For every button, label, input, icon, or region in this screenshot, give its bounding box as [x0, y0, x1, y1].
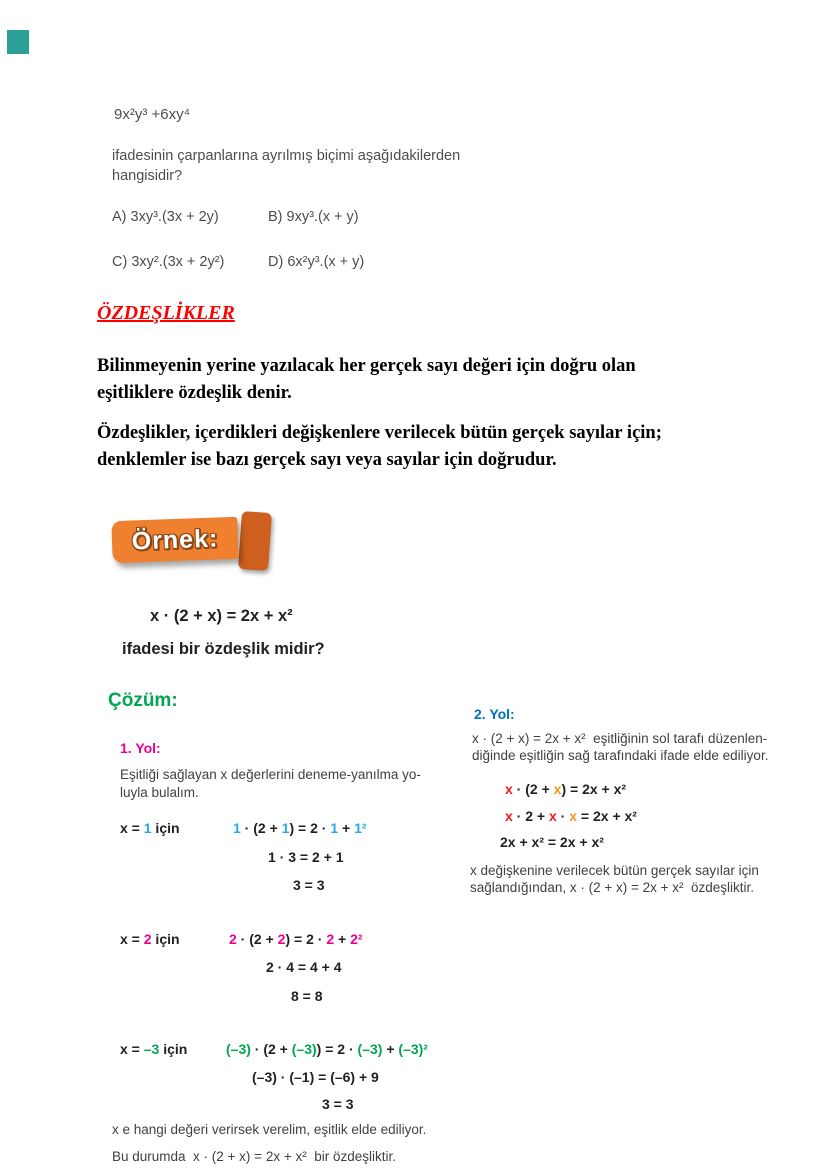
- question-prompt-line2: hangisidir?: [112, 168, 183, 184]
- option-c: C) 3xy².(3x + 2y²): [112, 254, 225, 270]
- question-expression: 9x²y³ +6xy⁴: [114, 106, 191, 123]
- case1-label: x = 1 için: [120, 820, 180, 836]
- case3-label: x = –3 için: [120, 1041, 188, 1057]
- section-para2-line1: Özdeşlikler, içerdikleri değişkenlere verilecek bütün gerçek sayılar için;: [97, 423, 662, 443]
- method1-intro-line2: luyla bulalım.: [120, 785, 199, 800]
- method2-intro-line1: x · (2 + x) = 2x + x² eşitliğinin sol tarafı düzenlen-: [472, 731, 768, 746]
- option-b: B) 9xy³.(x + y): [268, 209, 359, 225]
- case2-step2: 2 · 4 = 4 + 4: [266, 959, 342, 975]
- badge-ribbon-body: [111, 517, 238, 563]
- method2-closing-line2: sağlandığından, x · (2 + x) = 2x + x² özdeşliktir.: [470, 880, 755, 895]
- method2-intro-line2: diğinde eşitliğin sağ tarafındaki ifade elde ediliyor.: [472, 748, 769, 763]
- option-d: D) 6x²y³.(x + y): [268, 254, 365, 270]
- method2-label: 2. Yol:: [474, 706, 515, 722]
- case3-equation: (–3) · (2 + (–3)) = 2 · (–3) + (–3)²: [226, 1041, 428, 1057]
- section-para1-line2: eşitliklere özdeşlik denir.: [97, 383, 292, 403]
- section-title: ÖZDEŞLİKLER: [97, 302, 235, 324]
- section-para1-line1: Bilinmeyenin yerine yazılacak her gerçek sayı değeri için doğru olan: [97, 356, 636, 376]
- method2-eq2: x · 2 + x · x = 2x + x²: [505, 808, 637, 824]
- method1-intro-line1: Eşitliği sağlayan x değerlerini deneme-yanılma yo-: [120, 767, 421, 782]
- case2-equation: 2 · (2 + 2) = 2 · 2 + 2²: [229, 931, 363, 947]
- corner-decoration: [7, 30, 29, 54]
- method1-footer-line2: Bu durumda x · (2 + x) = 2x + x² bir özdeşliktir.: [112, 1149, 396, 1164]
- case3-step3: 3 = 3: [322, 1096, 354, 1112]
- example-equation: x · (2 + x) = 2x + x²: [150, 607, 293, 625]
- example-question: ifadesi bir özdeşlik midir?: [122, 640, 325, 658]
- question-prompt-line1: ifadesinin çarpanlarına ayrılmış biçimi aşağıdakilerden: [112, 148, 461, 164]
- case2-label: x = 2 için: [120, 931, 180, 947]
- option-a: A) 3xy³.(3x + 2y): [112, 209, 219, 225]
- case1-step3: 3 = 3: [293, 877, 325, 893]
- case3-step2: (–3) · (–1) = (–6) + 9: [252, 1069, 379, 1085]
- badge-label: Örnek:: [131, 523, 219, 556]
- method2-eq1: x · (2 + x) = 2x + x²: [505, 781, 627, 797]
- method1-footer-line1: x e hangi değeri verirsek verelim, eşitlik elde ediliyor.: [112, 1122, 427, 1137]
- solution-label: Çözüm:: [108, 690, 178, 711]
- case2-step3: 8 = 8: [291, 988, 323, 1004]
- case1-step2: 1 · 3 = 2 + 1: [268, 849, 344, 865]
- method2-closing-line1: x değişkenine verilecek bütün gerçek sayılar için: [470, 863, 759, 878]
- case1-equation: 1 · (2 + 1) = 2 · 1 + 1²: [233, 820, 367, 836]
- badge-ribbon-fold: [238, 511, 272, 571]
- ornek-badge: [112, 512, 282, 574]
- method2-eq3: 2x + x² = 2x + x²: [500, 834, 604, 850]
- method1-label: 1. Yol:: [120, 740, 161, 756]
- section-para2-line2: denklemler ise bazı gerçek sayı veya sayılar için doğrudur.: [97, 450, 557, 470]
